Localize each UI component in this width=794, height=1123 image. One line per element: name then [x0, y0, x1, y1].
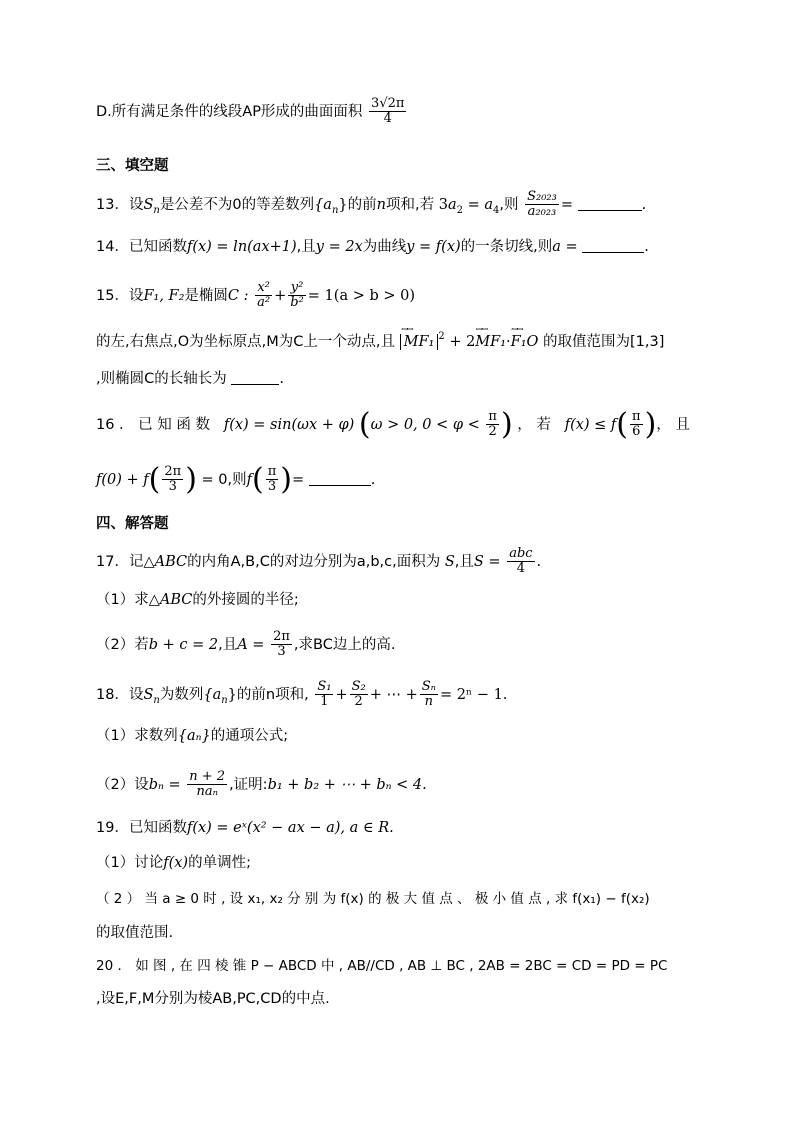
question-15-line-3: ,则椭圆C的长轴长为 . — [96, 371, 284, 387]
question-16: 16 ． 已 知 函 数 f(x) = sin(ωx + φ) (ω > 0, 0 < φ < $\frac{\pi}{2}$ ) ， 若 f(x) ≤ f( $\frac{\pi}{6}$ )， 且 — [96, 406, 690, 442]
question-17-part-1: （1）求△ABC的外接圆的半径; — [96, 592, 299, 608]
section-fill-in-heading: 三、填空题 — [96, 158, 169, 174]
question-17: 17．记△ABC的内角A,B,C的对边分别为a,b,c,面积为 S,且S = $\frac{\text{abc}}{4}$ . — [96, 546, 542, 577]
question-14: 14．已知函数f(x) = ln(ax+1),且y = 2x为曲线y = f(x)的一条切线,则a = . — [96, 239, 649, 255]
question-18-part-1: （1）求数列{aₙ}的通项公式; — [96, 728, 289, 744]
question-16-line-2: f(0) + f( $\frac{2\pi}{3}$ ) = 0,则f( $\frac{\pi}{3}$ )= . — [96, 461, 376, 497]
q16-answer-blank[interactable] — [309, 485, 371, 486]
question-17-part-2: （2）若b + c = 2,且A = $\frac{2\pi}{3}$ ,求BC边上的高. — [96, 629, 396, 660]
q15-y-fraction: $\frac{\text{y²}}{\text{b²}}$ — [290, 280, 304, 311]
question-19-part-2-line-2: 的取值范围. — [96, 925, 174, 941]
question-19-part-1: （1）讨论f(x)的单调性; — [96, 855, 251, 871]
question-15: 15．设F₁, F₂是椭圆C : $\frac{\text{x²}}{\text{a²}}$ + $\frac{\text{y²}}{\text{b²}}$ = 1(a > b > 0) — [96, 280, 415, 311]
option-d-text: D.所有满足条件的线段AP形成的曲面面积 — [96, 103, 363, 120]
question-19-part-2: （ 2 ） 当 a ≥ 0 时 , 设 x₁, x₂ 分 别 为 f(x) 的 极 大 值 点 、 极 小 值 点 , 求 f(x₁) − f(x₂) — [96, 891, 650, 907]
question-18: 18．设$S_n$为数列$\{a_n\}$的前n项和, $\frac{\text{S₁}}{1}$ + $\frac{\text{S₂}}{2}$ + ⋯ + $\frac{\text{Sₙ}}{n}$ = 2ⁿ − 1. — [96, 679, 508, 710]
q15-answer-blank[interactable] — [231, 384, 279, 385]
q13-fraction: $\frac{\text{S₂₀₂₃}}{\text{a₂₀₂₃}}$ — [527, 189, 557, 220]
question-19: 19．已知函数f(x) = eˣ(x² − ax − a), a ∈ R. — [96, 820, 394, 836]
section-solution-heading: 四、解答题 — [96, 516, 169, 532]
q14-answer-blank[interactable] — [582, 252, 644, 253]
q13-answer-blank[interactable] — [578, 210, 642, 211]
question-20: 20 ． 如 图 , 在 四 棱 锥 P − ABCD 中 , AB//CD , AB ⊥ BC , 2AB = 2BC = CD = PD = PC — [96, 958, 668, 974]
question-15-line-2: 的左,右焦点,O为坐标原点,M为C上一个动点,且 ꟷꟷ MF₁ $^2$ + 2ꟷꟷ MF₁·ꟷꟷ F₁O 的取值范围为[1,3] — [96, 327, 664, 352]
q15-x-fraction: $\frac{\text{x²}}{\text{a²}}$ — [257, 280, 271, 311]
option-d-fraction: $\frac{3√2\pi}{4}$ — [371, 96, 405, 127]
question-18-part-2: （2）设bₙ = $\frac{n + 2}{\text{naₙ}}$ ,证明:b₁ + b₂ + ⋯ + bₙ < 4. — [96, 769, 427, 800]
question-13: 13．设$S_n$是公差不为0的等差数列$\{a_n\}$的前n项和,若 $3a_2 = a_4$,则 $\frac{\text{S₂₀₂₃}}{\text{a₂₀₂₃}}$ = . — [96, 189, 647, 220]
option-d — [96, 97, 408, 127]
question-20-line-2: ,设E,F,M分别为棱AB,PC,CD的中点. — [96, 991, 330, 1007]
